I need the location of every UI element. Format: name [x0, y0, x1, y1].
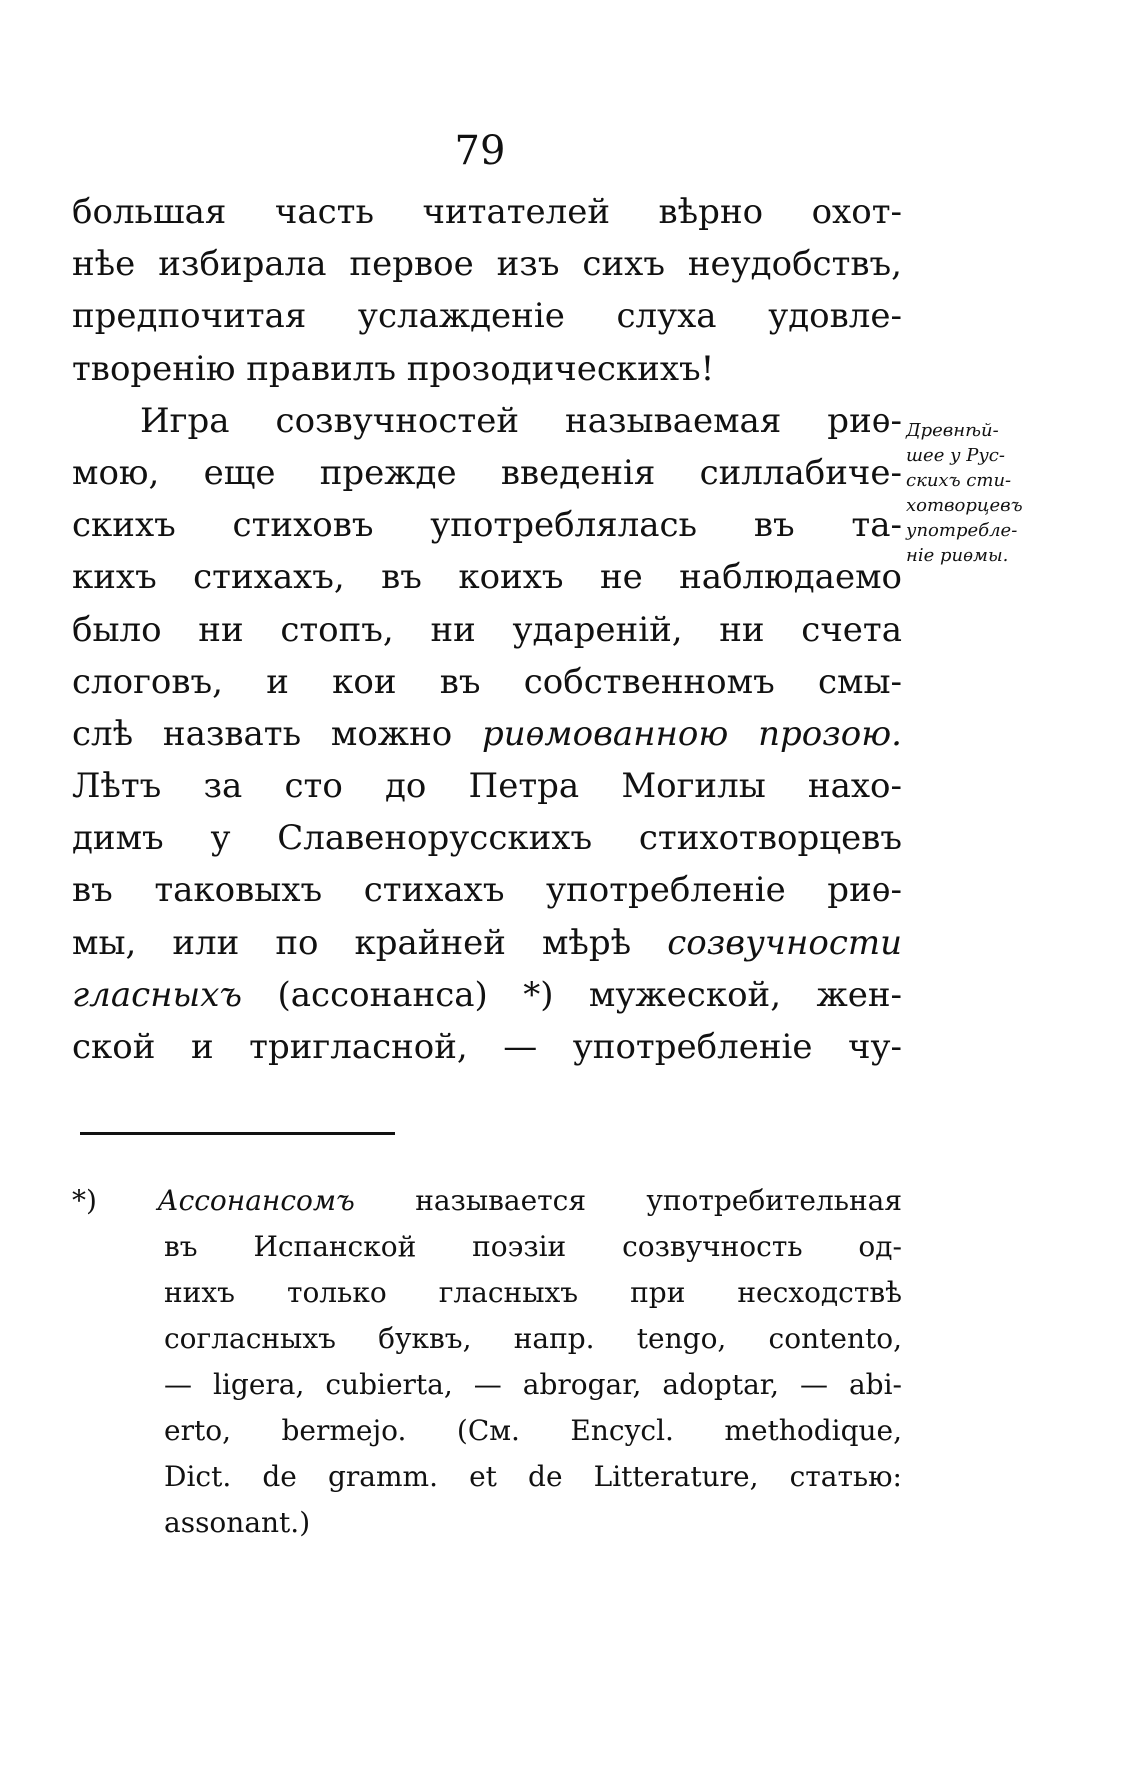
text-line	[72, 343, 902, 395]
text-segment: въ таковыхъ стихахъ употребленіе риѳ-	[72, 870, 902, 911]
text-segment: ской и тригласной, — употребленіе чу-	[72, 1027, 902, 1067]
italic-text: риѳмованною прозою.	[481, 713, 902, 754]
text-segment: скихъ стиховъ употреблялась въ та-	[72, 505, 902, 546]
text-segment: было ни стопъ, ни удареній, ни счета	[72, 609, 902, 650]
text-segment: мы, или по крайней мѣрѣ	[72, 922, 668, 963]
text-line	[72, 864, 902, 916]
text-segment: большая часть читателей вѣрно охот-	[72, 192, 902, 232]
text-segment: erto, bermejo. (См. Encycl. methodique,	[164, 1414, 902, 1447]
text-segment: димъ у Славенорусскихъ стихотворцевъ	[72, 818, 902, 859]
footnote-line	[72, 1500, 902, 1546]
text-line	[72, 395, 902, 447]
text-segment: Dict. de gramm. et de Litterature, статью:	[164, 1460, 902, 1493]
italic-text: созвучности	[667, 922, 902, 963]
text-segment: — ligera, cubierta, — abrogar, adoptar, — abi-	[164, 1368, 902, 1401]
footnote-line	[72, 1362, 902, 1408]
margin-note-line: шее у Рус-	[906, 445, 1005, 466]
text-segment: слѣ назвать можно	[72, 713, 482, 754]
text-line	[72, 186, 902, 238]
text-segment: кихъ стихахъ, въ коихъ не наблюдаемо	[72, 557, 902, 598]
footnote	[72, 1178, 902, 1546]
margin-note-line: Древнѣй-	[906, 420, 999, 441]
footnote-line	[72, 1408, 902, 1454]
footnote-line	[72, 1270, 902, 1316]
text-line	[72, 760, 902, 812]
text-segment: называется употребительная	[354, 1184, 903, 1217]
text-segment: нихъ только гласныхъ при несходствѣ	[164, 1276, 902, 1309]
margin-note	[906, 418, 1066, 568]
italic-text: Ассонансомъ	[157, 1184, 355, 1217]
footnote-divider	[80, 1132, 395, 1135]
main-text	[72, 186, 902, 1073]
text-segment: предпочитая услажденіе слуха удовле-	[72, 296, 902, 337]
margin-note-line: хотворцевъ	[906, 495, 1023, 516]
margin-note-line: ніе риѳмы.	[906, 545, 1009, 566]
footnote-line	[72, 1178, 902, 1224]
text-line	[72, 290, 902, 342]
text-line	[72, 604, 902, 656]
footnote-line	[72, 1224, 902, 1270]
footnote-line	[72, 1454, 902, 1500]
text-segment: мою, еще прежде введенія силлабиче-	[72, 452, 902, 493]
text-segment: творенію правилъ прозодическихъ!	[72, 348, 715, 389]
text-segment: Лѣтъ за сто до Петра Могилы нахо-	[72, 766, 902, 807]
footnote-line	[72, 1316, 902, 1362]
text-line	[72, 656, 902, 708]
text-line	[72, 708, 902, 760]
text-line	[72, 969, 902, 1021]
page-number: 79	[454, 128, 506, 174]
text-segment: (ассонанса) *) мужеской, жен-	[242, 974, 902, 1015]
text-segment: *)	[72, 1184, 158, 1217]
text-line	[72, 551, 902, 603]
text-line	[72, 812, 902, 864]
text-line	[72, 499, 902, 551]
text-line	[72, 238, 902, 290]
text-segment: согласныхъ буквъ, напр. tengo, contento,	[164, 1322, 902, 1355]
text-segment: Игра созвучностей называемая риѳ-	[140, 400, 902, 441]
text-segment: въ Испанской поэзіи созвучность од-	[164, 1230, 902, 1263]
margin-note-line: употребле-	[906, 520, 1018, 541]
text-line	[72, 917, 902, 969]
text-segment: слоговъ, и кои въ собственномъ смы-	[72, 661, 902, 702]
margin-note-line: скихъ сти-	[906, 470, 1012, 491]
text-segment: assonant.)	[164, 1506, 311, 1539]
italic-text: гласныхъ	[72, 974, 243, 1015]
text-segment: нѣе избирала первое изъ сихъ неудобствъ,	[72, 244, 902, 285]
text-line	[72, 447, 902, 499]
text-line	[72, 1021, 902, 1073]
